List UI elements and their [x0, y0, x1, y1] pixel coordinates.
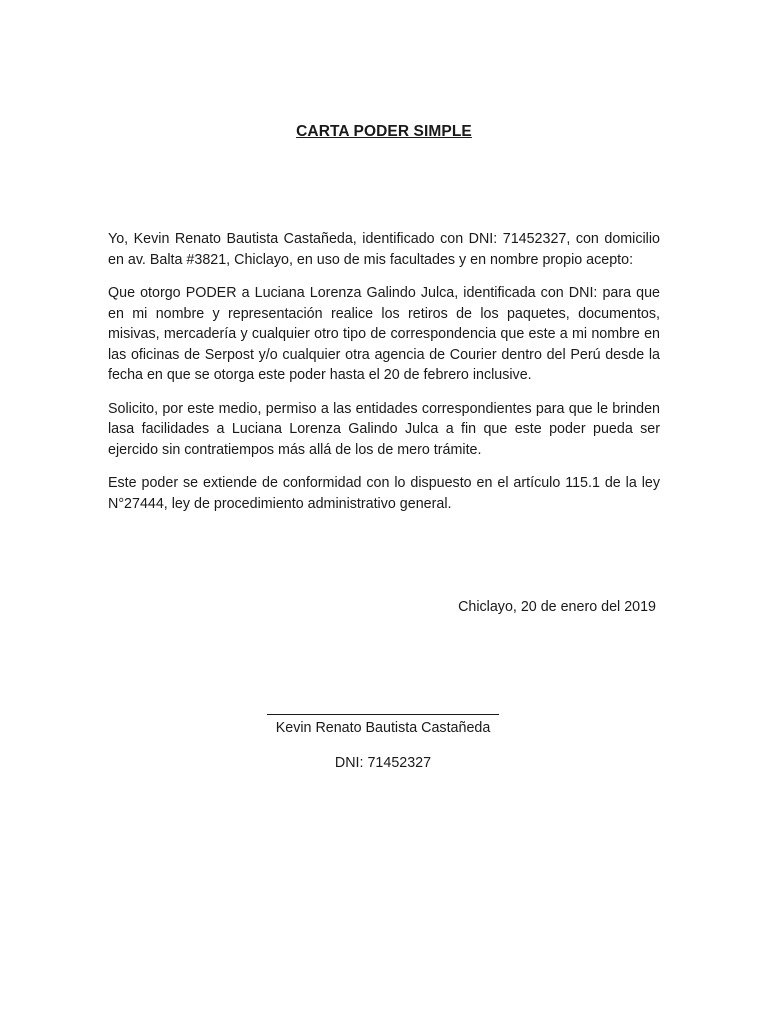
document-title: CARTA PODER SIMPLE: [296, 123, 472, 140]
paragraph-legal-basis: Este poder se extiende de conformidad con lo dispuesto en el artículo 115.1 de la ley N°27444, ley de procedimiento administrativo general.: [108, 475, 660, 512]
place-date: Chiclayo, 20 de enero del 2019: [458, 599, 656, 615]
paragraph-power-grant: Que otorgo PODER a Luciana Lorenza Galindo Julca, identificada con DNI: para que en mi nombre y representación realice los retiros de los paquetes, documentos, misivas, mercadería y cualquier otro tipo de correspondencia que este a mi nombre en las oficinas de Serpost y/o cualquier otra agencia de Courier dentro del Perú desde la fecha en que se otorga este poder hasta el 20 de febrero inclusive.: [108, 285, 660, 383]
signer-name: Kevin Renato Bautista Castañeda: [275, 720, 491, 736]
paragraph-declaration: Yo, Kevin Renato Bautista Castañeda, identificado con DNI: 71452327, con domicilio en av. Balta #3821, Chiclayo, en uso de mis facultades y en nombre propio acepto:: [108, 231, 660, 268]
signer-id: DNI: 71452327: [334, 755, 432, 771]
paragraph-request: Solicito, por este medio, permiso a las entidades correspondientes para que le brinden lasa facilidades a Luciana Lorenza Galindo Julca a fin que este poder pueda ser ejercido sin contratiempos más allá de los de mero trámite.: [108, 400, 660, 458]
signature-line: [267, 696, 499, 715]
signature-block: [233, 696, 533, 773]
document-body: [108, 229, 660, 527]
